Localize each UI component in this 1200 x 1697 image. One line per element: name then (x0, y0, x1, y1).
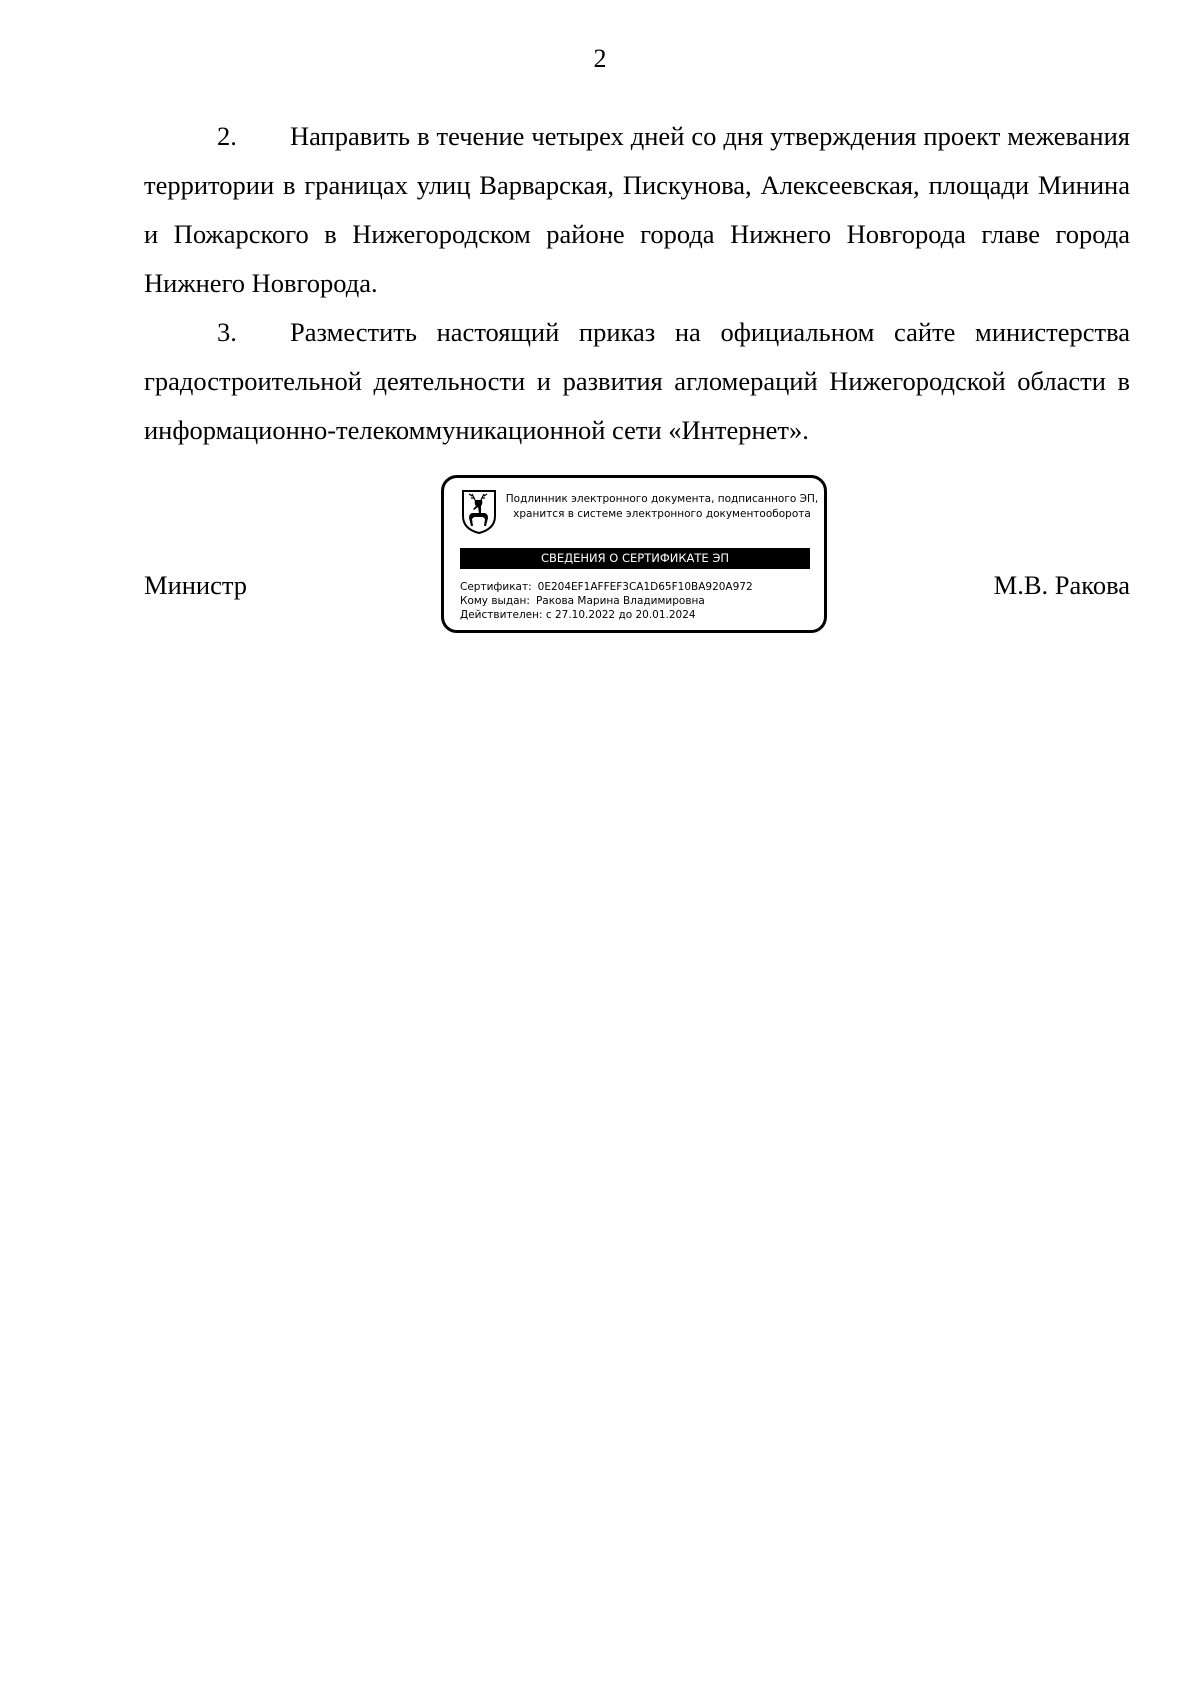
signer-title: Министр (144, 570, 248, 600)
signer-name: М.В. Ракова (993, 570, 1130, 600)
certificate-row (460, 580, 820, 594)
paragraph-number: 3. (217, 317, 237, 347)
validity-row: Действителен: с 27.10.2022 до 20.01.2024 (460, 609, 696, 621)
paragraph-item-3 (144, 308, 1130, 455)
electronic-signature-stamp (441, 475, 827, 633)
stamp-notice-line: хранится в системе электронного документооборота (513, 508, 811, 520)
certificate-details (460, 580, 820, 622)
issued-to-row (460, 594, 820, 608)
paragraph-number: 2. (217, 121, 237, 151)
paragraph-text: Направить в течение четырех дней со дня утверждения проект межевания территории в границах улиц Варварская, Пискунова, Алексеевская, площади Минина и Пожарского в Нижегородском районе города Нижнего Новгорода главе города Нижнего Новгорода. (144, 121, 1130, 298)
stamp-notice (502, 492, 822, 522)
stamp-banner: СВЕДЕНИЯ О СЕРТИФИКАТЕ ЭП (460, 548, 810, 569)
certificate-value: 0E204EF1AFFEF3CA1D65F10BA920A972 (537, 581, 753, 593)
issued-to-value: Ракова Марина Владимировна (535, 595, 705, 607)
nizhny-novgorod-deer-emblem-icon (461, 489, 497, 535)
stamp-notice-line: Подлинник электронного документа, подписанного ЭП, (505, 493, 819, 505)
page-number: 2 (593, 44, 607, 73)
document-body (144, 112, 1130, 455)
certificate-label: Сертификат: (460, 581, 532, 593)
paragraph-item-2 (144, 112, 1130, 308)
paragraph-text: Разместить настоящий приказ на официальном сайте министерства градостроительной деятельности и развития агломераций Нижегородской области в информационно-телекоммуникационной сети «Интернет». (144, 317, 1130, 445)
issued-to-label: Кому выдан: (460, 595, 530, 607)
